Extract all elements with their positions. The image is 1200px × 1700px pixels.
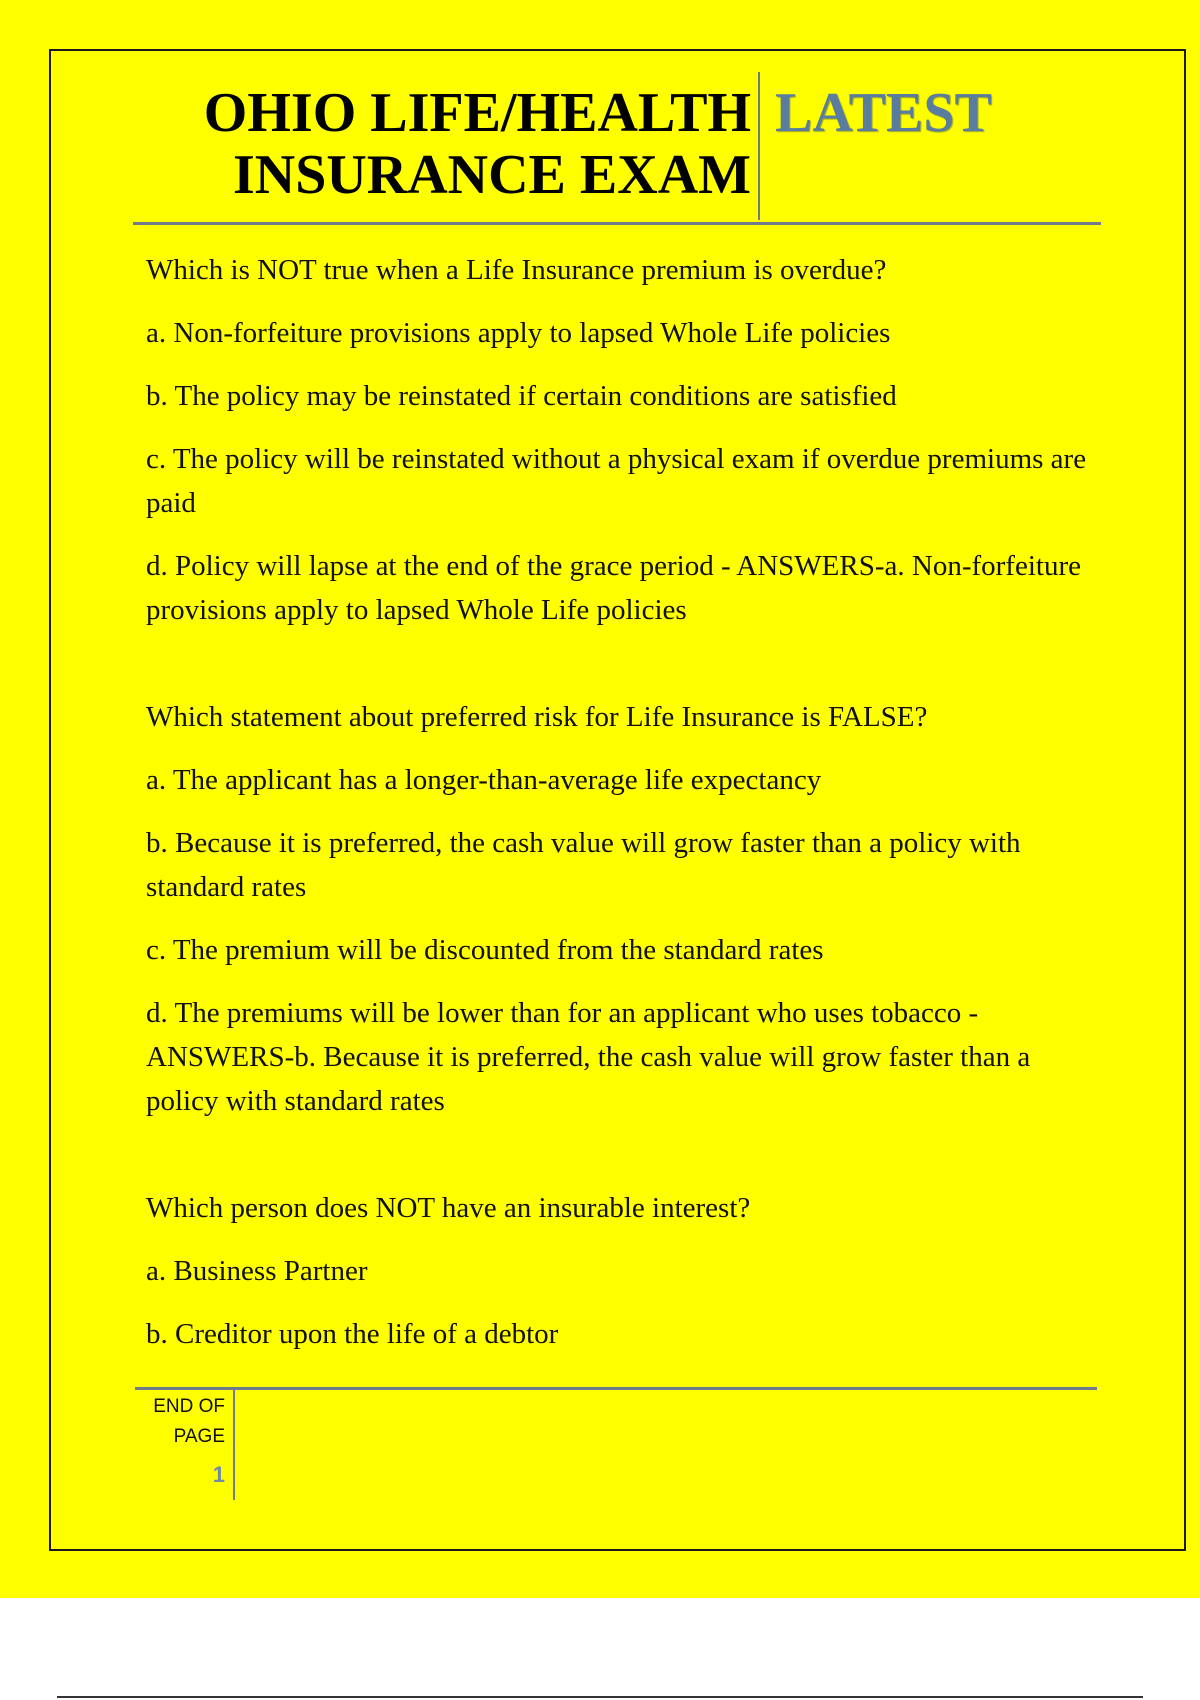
title-block <box>133 72 1101 225</box>
question-2: Which statement about preferred risk for Life Insurance is FALSE? <box>146 701 928 733</box>
latest-badge: LATEST <box>775 82 992 144</box>
question-list <box>146 248 1096 1375</box>
question-2-option-b: b. Because it is preferred, the cash value will grow faster than a policy with standard rates <box>146 827 1021 903</box>
question-1-option-d: d. Policy will lapse at the end of the grace period - ANSWERS-a. Non-forfeiture provisions apply to lapsed Whole Life policies <box>146 550 1081 626</box>
question-1-option-a: a. Non-forfeiture provisions apply to lapsed Whole Life policies <box>146 317 891 349</box>
question-3-option-a: a. Business Partner <box>146 1255 368 1287</box>
question-1-option-c: c. The policy will be reinstated without a physical exam if overdue premiums are paid <box>146 443 1087 519</box>
next-page-edge <box>57 1696 1143 1698</box>
footer-label-line-2: PAGE <box>173 1426 225 1447</box>
title-line-2: INSURANCE EXAM <box>232 144 751 206</box>
title-divider <box>758 72 760 220</box>
page-title <box>133 82 751 206</box>
title-line-1: OHIO LIFE/HEALTH <box>203 82 751 144</box>
question-2-option-d: d. The premiums will be lower than for an applicant who uses tobacco - ANSWERS-b. Because it is preferred, the cash value will grow faster than a policy with standard rates <box>146 997 1031 1117</box>
footer-rule <box>135 1387 1097 1390</box>
question-2-option-c: c. The premium will be discounted from the standard rates <box>146 934 824 966</box>
question-1-option-b: b. The policy may be reinstated if certain conditions are satisfied <box>146 380 897 412</box>
question-3: Which person does NOT have an insurable interest? <box>146 1192 751 1224</box>
question-3-option-b: b. Creditor upon the life of a debtor <box>146 1318 559 1350</box>
question-1: Which is NOT true when a Life Insurance premium is overdue? <box>146 254 887 286</box>
question-2-option-a: a. The applicant has a longer-than-average life expectancy <box>146 764 822 796</box>
page-footer <box>135 1392 225 1490</box>
page-number: 1 <box>212 1462 225 1487</box>
footer-label-line-1: END OF <box>153 1396 225 1417</box>
footer-divider <box>233 1390 235 1500</box>
